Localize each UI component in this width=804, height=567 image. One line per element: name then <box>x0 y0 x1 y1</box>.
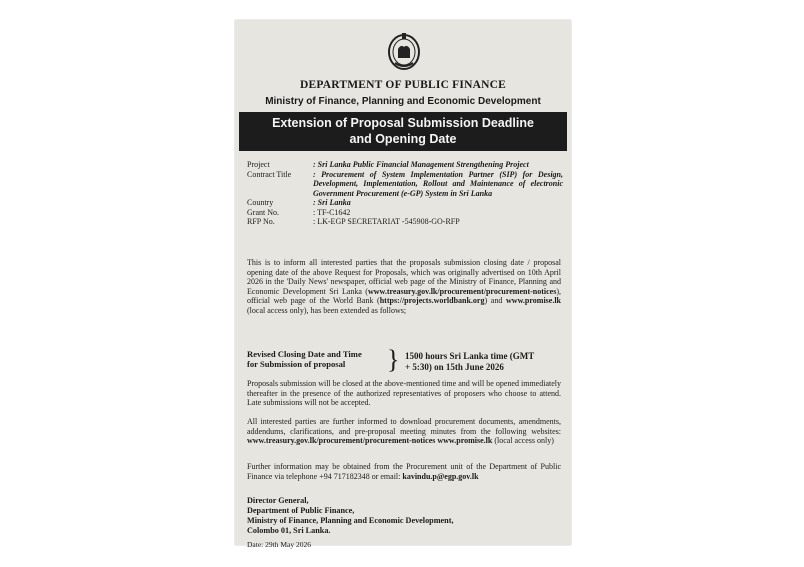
rfp-value: : LK-EGP SECRETARIAT -545908-GO-RFP <box>313 217 460 226</box>
rfp-row <box>247 217 563 227</box>
signature-line-1: Director General, <box>247 496 309 505</box>
grant-row <box>247 208 563 218</box>
signature-line-2: Department of Public Finance, <box>247 506 355 515</box>
revised-label-line-2: for Submission of proposal <box>247 359 346 369</box>
sri-lanka-emblem-icon <box>387 31 421 71</box>
project-label: Project <box>247 160 270 169</box>
paragraph-download-info <box>247 417 561 446</box>
brace-icon: } <box>387 345 400 374</box>
contract-title-label: Contract Title <box>247 169 292 179</box>
ministry-heading: Ministry of Finance, Planning and Economic Development <box>265 96 541 107</box>
revised-closing-value <box>405 351 565 373</box>
banner-line-2: and Opening Date <box>349 132 457 146</box>
project-value: : Sri Lanka Public Financial Management Strengthening Project <box>313 160 529 169</box>
revised-label-line-1: Revised Closing Date and Time <box>247 349 362 359</box>
worldbank-link[interactable]: https://projects.worldbank.org <box>379 296 485 306</box>
notice-details <box>247 160 563 227</box>
notice-paper <box>235 20 571 549</box>
signature-line-3: Ministry of Finance, Planning and Economic Development, <box>247 516 454 525</box>
para3-text-a: All interested parties are further informed to download procurement documents, amendments, addendums, clarifications, and pre-proposal meeting minutes from the following websites: <box>247 417 561 436</box>
para1-text-c: ) and <box>484 296 507 306</box>
department-heading: DEPARTMENT OF PUBLIC FINANCE <box>300 79 506 91</box>
title-banner <box>239 112 567 151</box>
grant-value: : TF-C1642 <box>313 207 351 217</box>
country-label: Country <box>247 198 274 207</box>
country-row <box>247 198 563 208</box>
rfp-label: RFP No. <box>247 217 275 226</box>
paragraph-extension-notice <box>247 258 561 316</box>
paragraph-closing-details: Proposals submission will be closed at the above-mentioned time and will be opened immediately thereafter in the presence of the authorized representatives of proposers who choose to attend. Late submissions will not be accepted. <box>247 379 561 408</box>
para1-text-a: This is to inform all interested parties that the proposals submission closing date / proposal opening date of the above Request for Proposals, which was originally advertised on 10th April 2026 in the 'Daily News' newspaper, official web page of the Ministry of Finance, Planning and Economic Development Sri Lanka ( <box>247 258 561 296</box>
para4-text: Further information may be obtained from the Procurement unit of the Department of Public Finance via telephone +94 717182348 or email: <box>247 462 561 481</box>
para1-text-b: ), official web page of the World Bank ( <box>247 286 561 306</box>
grant-label: Grant No. <box>247 207 279 217</box>
contract-title-value: : Procurement of System Implementation Partner (SIP) for Design, Development, Implementation, Rollout and Maintenance of electronic Government Procurement (e-GP) System in Sri Lanka <box>313 169 563 198</box>
revised-closing-label <box>247 349 387 369</box>
treasury-link[interactable]: www.treasury.gov.lk/procurement/procurement-notices <box>367 286 557 296</box>
banner-line-1: Extension of Proposal Submission Deadline <box>272 116 534 130</box>
para1-text-d: (local access only), has been extended as follows; <box>247 305 407 315</box>
signature-line-4: Colombo 01, Sri Lanka. <box>247 526 331 535</box>
revised-closing-block <box>247 345 561 379</box>
promise-download-link[interactable]: www.promise.lk <box>437 436 493 446</box>
revised-value-line-1: 1500 hours Sri Lanka time (GMT <box>405 351 535 361</box>
revised-value-line-2: + 5:30) on 15th June 2026 <box>405 362 504 372</box>
treasury-download-link[interactable]: www.treasury.gov.lk/procurement/procurement-notices <box>247 436 436 446</box>
signature-block <box>247 496 561 536</box>
project-row <box>247 160 563 170</box>
country-value: : Sri Lanka <box>313 198 351 207</box>
contract-title-row <box>247 170 563 199</box>
contact-email-link[interactable]: kavindu.p@egp.gov.lk <box>402 471 479 481</box>
notice-date: Date: 29th May 2026 <box>247 540 311 549</box>
para3-text-c: (local access only) <box>492 436 554 446</box>
promise-link[interactable]: www.promise.lk <box>506 296 561 306</box>
paragraph-contact-info <box>247 462 561 481</box>
